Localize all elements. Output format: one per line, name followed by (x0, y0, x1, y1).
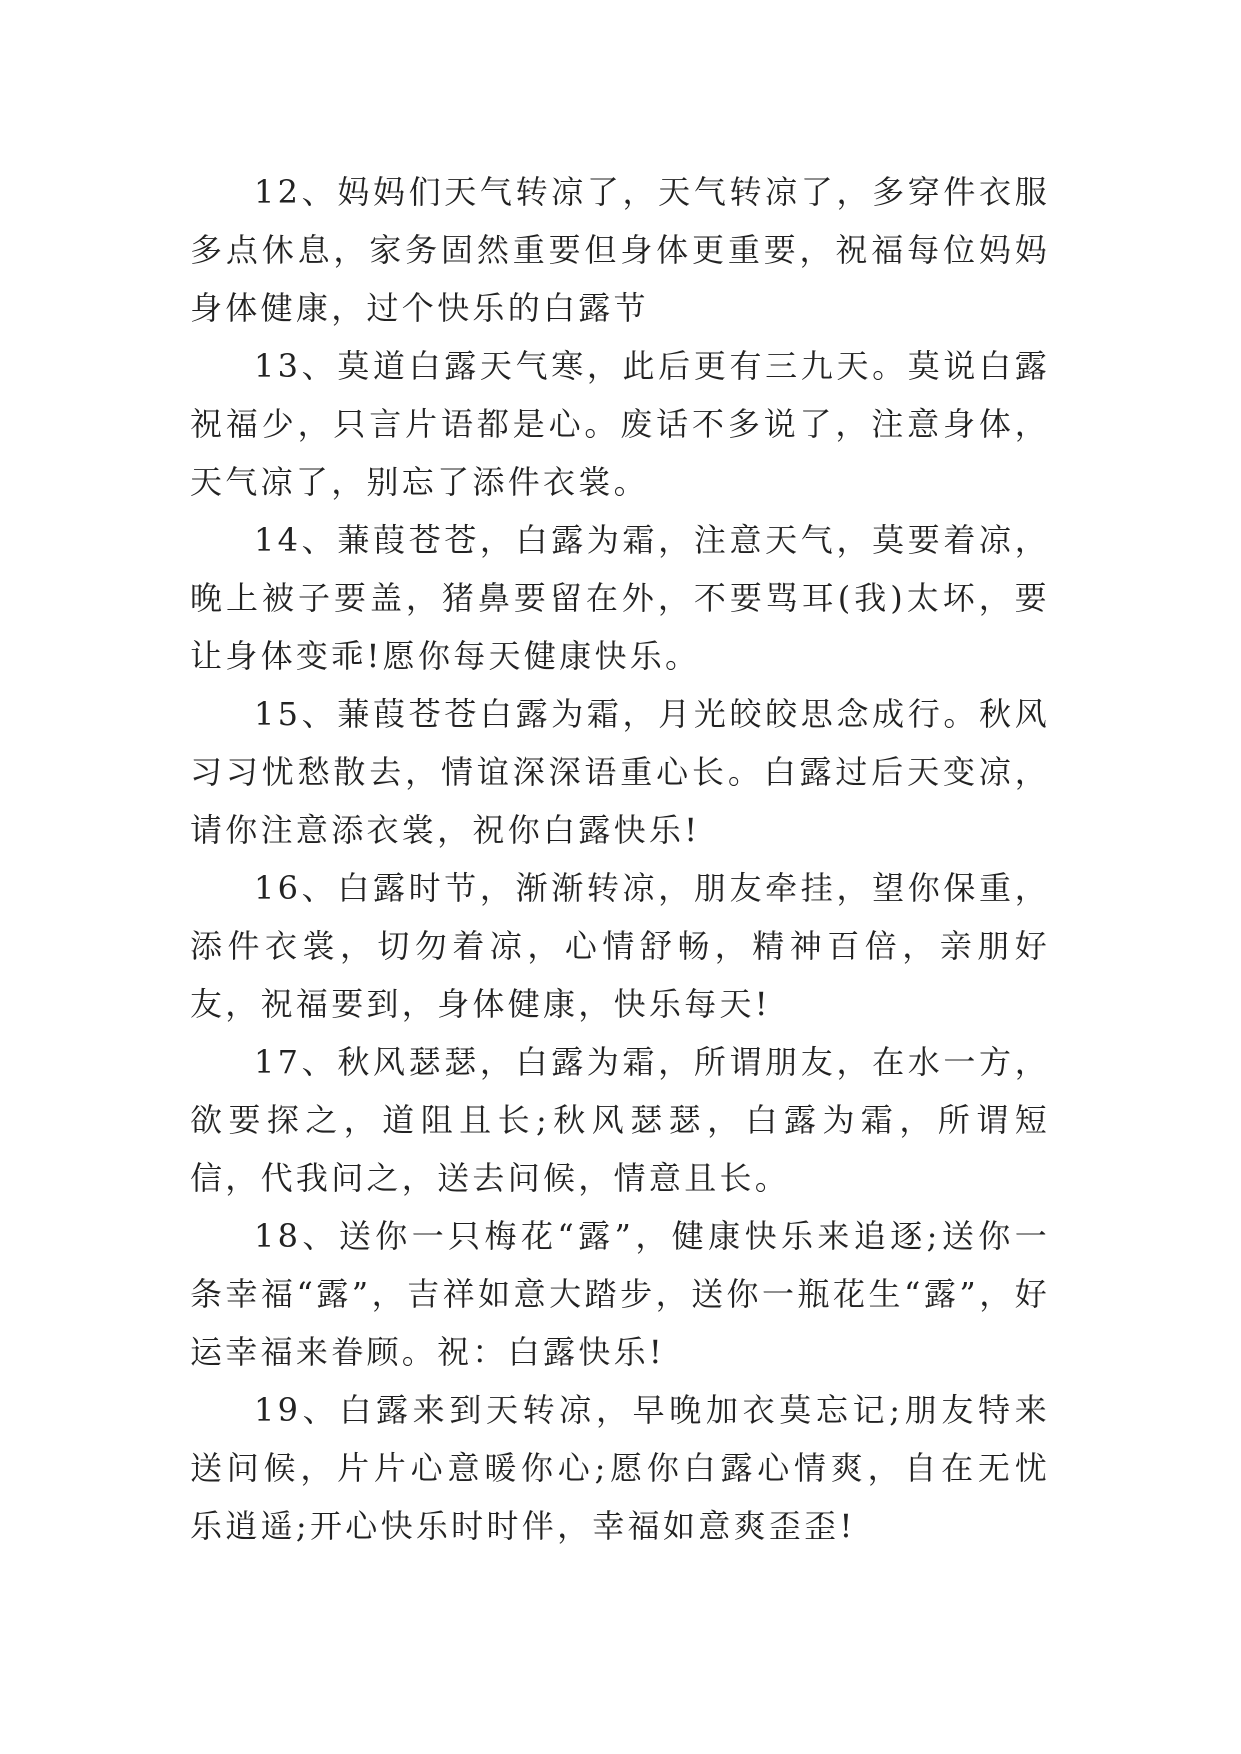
paragraph-16: 16、白露时节，渐渐转凉，朋友牵挂，望你保重，添件衣裳，切勿着凉，心情舒畅，精神百倍，亲朋好友，祝福要到，身体健康，快乐每天! (190, 869, 1050, 1023)
paragraph-15: 15、蒹葭苍苍白露为霜，月光皎皎思念成行。秋风习习忧愁散去，情谊深深语重心长。白露过后天变凉，请你注意添衣裳，祝你白露快乐! (190, 695, 1050, 849)
document-body (190, 163, 1050, 1555)
paragraph-17: 17、秋风瑟瑟，白露为霜，所谓朋友，在水一方，欲要探之，道阻且长;秋风瑟瑟，白露为霜，所谓短信，代我问之，送去问候，情意且长。 (190, 1043, 1050, 1197)
paragraph-12: 12、妈妈们天气转凉了，天气转凉了，多穿件衣服多点休息，家务固然重要但身体更重要，祝福每位妈妈身体健康，过个快乐的白露节 (190, 173, 1050, 327)
paragraph-19: 19、白露来到天转凉，早晚加衣莫忘记;朋友特来送问候，片片心意暖你心;愿你白露心情爽，自在无忧乐逍遥;开心快乐时时伴，幸福如意爽歪歪! (190, 1391, 1050, 1545)
paragraph-14: 14、蒹葭苍苍，白露为霜，注意天气，莫要着凉，晚上被子要盖，猪鼻要留在外，不要骂耳(我)太坏，要让身体变乖!愿你每天健康快乐。 (190, 521, 1050, 675)
paragraph-13: 13、莫道白露天气寒，此后更有三九天。莫说白露祝福少，只言片语都是心。废话不多说了，注意身体，天气凉了，别忘了添件衣裳。 (190, 347, 1050, 501)
paragraph-18: 18、送你一只梅花“露”，健康快乐来追逐;送你一条幸福“露”，吉祥如意大踏步，送你一瓶花生“露”，好运幸福来眷顾。祝：白露快乐! (190, 1217, 1050, 1371)
